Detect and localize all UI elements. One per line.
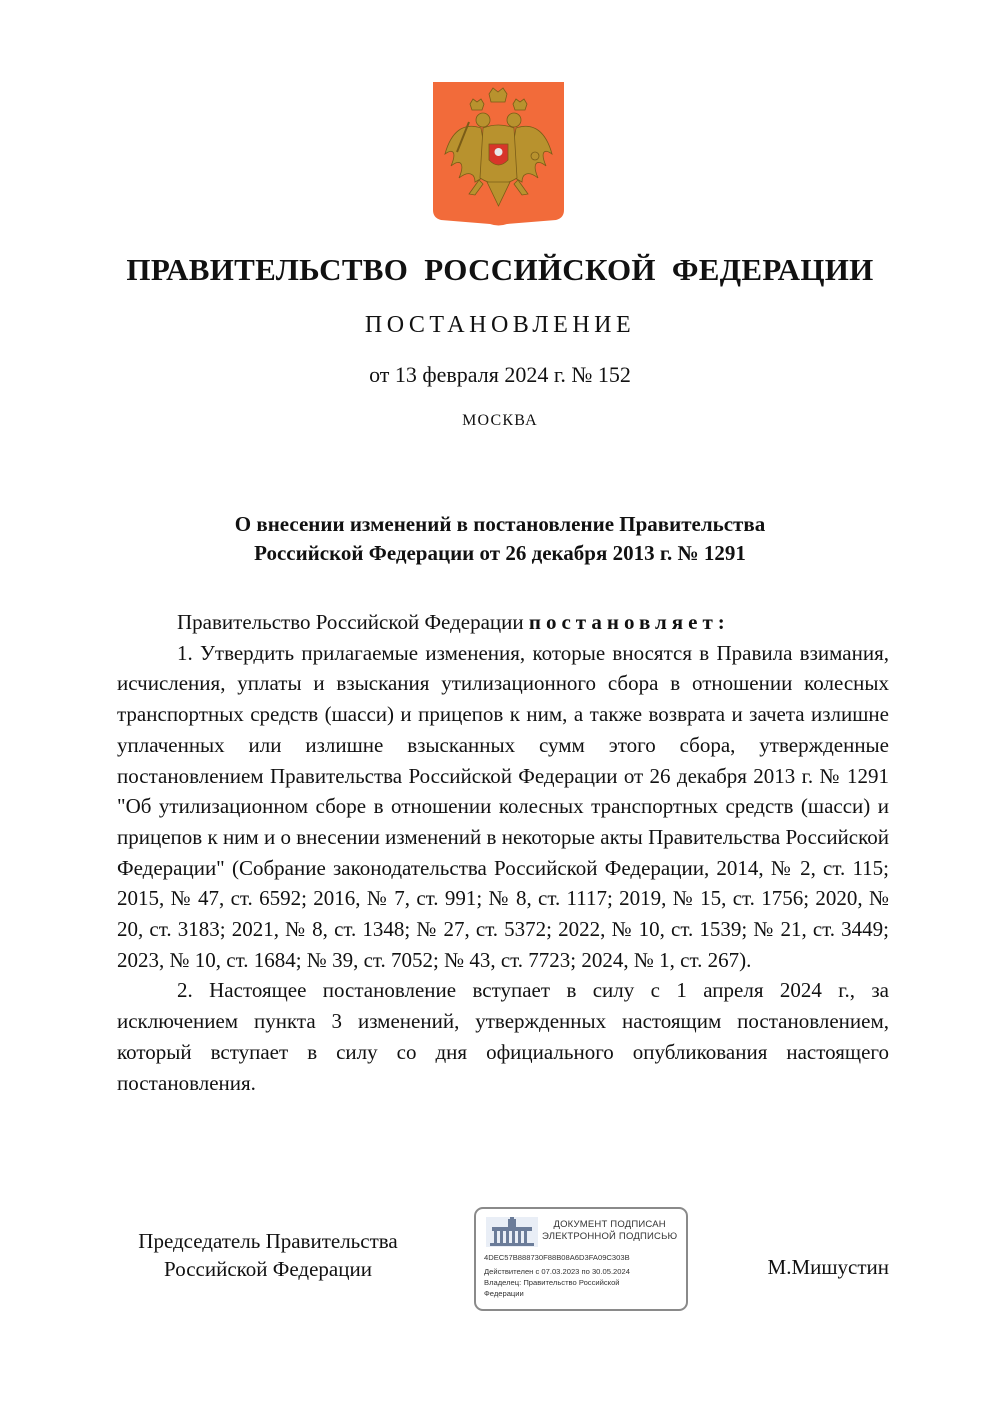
esign-heading-line-2: ЭЛЕКТРОННОЙ ПОДПИСЬЮ [542,1231,678,1242]
government-building-icon [486,1217,538,1247]
government-title: ПРАВИТЕЛЬСТВО РОССИЙСКОЙ ФЕДЕРАЦИИ [126,252,874,287]
esign-validity: Действителен с 07.03.2023 по 30.05.2024 [484,1267,630,1276]
document-type: ПОСТАНОВЛЕНИЕ [364,312,636,338]
item-2-paragraph: 2. Настоящее постановление вступает в силу с 1 апреля 2024 г., за исключением пункта 3 изменений, утвержденных настоящим постановлением, который вступает в силу со дня официального опубликования настоящего постановления. [117,978,889,1095]
document-city: МОСКВА [462,412,538,429]
esign-heading [542,1219,677,1243]
signatory-title [108,1227,428,1283]
document-body [117,607,889,1098]
signatory-title-line-2: Российской Федерации [164,1257,372,1281]
signatory-title-line-1: Председатель Правительства [138,1229,398,1253]
intro-paragraph [117,607,889,638]
intro-text: Правительство Российской Федерации [177,610,529,634]
subject-line-1: О внесении изменений в постановление Правительства [234,512,766,536]
item-1-paragraph: 1. Утвердить прилагаемые изменения, которые вносятся в Правила взимания, исчисления, уплаты и взыскания утилизационного сбора в отношении колесных транспортных средств (шасси) и прицепов к ним, а также возврата и зачета излишне уплаченных или излишне взысканных сумм этого сбора, утвержденные постановлением Правительства Российской Федерации от 26 декабря 2013 г. № 1291 "Об утилизационном сборе в отношении колесных транспортных средств (шасси) и прицепов к ним и о внесении изменений в некоторые акты Правительства Российской Федерации" (Собрание законодательства Российской Федерации, 2014, № 2, ст. 115; 2015, № 47, ст. 6592; 2016, № 7, ст. 991; № 8, ст. 1117; 2019, № 15, ст. 1756; 2020, № 20, ст. 3183; 2021, № 8, ст. 1348; № 27, ст. 5372; 2022, № 10, ст. 1539; № 21, ст. 3449; 2023, № 10, ст. 1684; № 39, ст. 7052; № 43, ст. 7723; 2024, № 1, ст. 267). [117,640,889,972]
esign-owner-line-2: Федерации [484,1289,524,1298]
esign-owner-line-1: Владелец: Правительство Российской [484,1278,620,1287]
subject-line-2: Российской Федерации от 26 декабря 2013 г. № 1291 [254,541,746,565]
russian-coat-of-arms-icon [433,82,564,227]
document-subject [0,510,1000,568]
resolves-word: постановляет: [528,610,730,634]
esign-heading-line-1: ДОКУМЕНТ ПОДПИСАН [553,1219,666,1230]
signatory-name: М.Мишустин [767,1255,889,1279]
esign-serial: 4DEC57B888730F88B08A6D3FA09C303B [484,1253,630,1262]
document-date-number: от 13 февраля 2024 г. № 152 [369,362,631,387]
electronic-signature-stamp [474,1207,688,1311]
